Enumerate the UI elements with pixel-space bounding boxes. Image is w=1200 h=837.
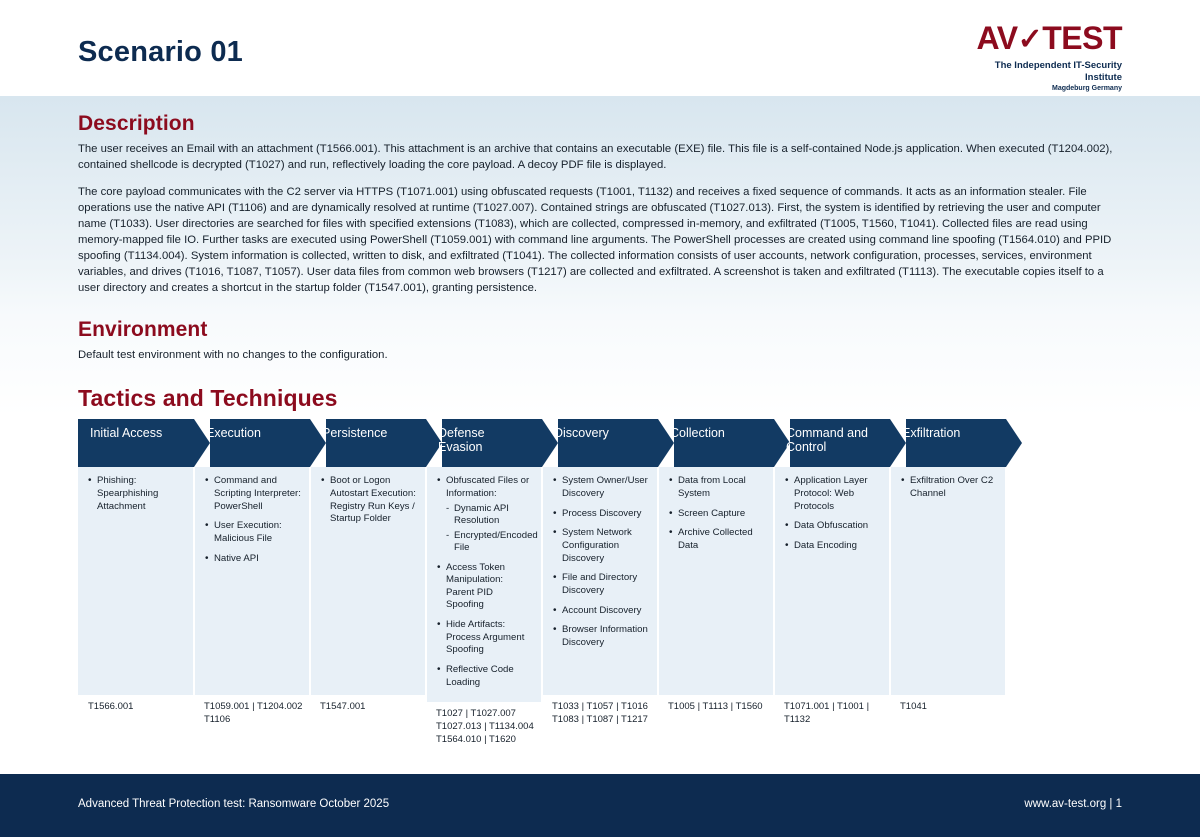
- tactic-technique-list: [542, 467, 658, 695]
- technique-item: [785, 475, 881, 513]
- avtest-logo: [972, 22, 1122, 92]
- environment-section: [78, 318, 1122, 363]
- technique-label: User Execution: Malicious File: [214, 520, 282, 544]
- tactics-section: [78, 385, 1122, 753]
- technique-item: [785, 540, 881, 553]
- technique-label: Native API: [214, 552, 259, 564]
- technique-label: Data Obfuscation: [794, 520, 869, 532]
- page-header: [0, 0, 1200, 96]
- technique-ids: T1005 | T1113 | T1560: [658, 695, 774, 743]
- logo-location: Magdeburg Germany: [1051, 84, 1122, 92]
- technique-ids: T1041: [890, 695, 1006, 743]
- page-footer: [0, 774, 1200, 837]
- technique-item: [553, 527, 649, 565]
- document-content: [78, 112, 1122, 753]
- technique-label: System Network Configuration Discovery: [562, 527, 632, 564]
- tactic-column-header: [542, 419, 658, 467]
- tactic-technique-list: [774, 467, 890, 695]
- tactic-column: [78, 419, 194, 753]
- technique-item: [553, 624, 649, 649]
- tactic-column-title: Persistence: [322, 426, 388, 441]
- technique-ids: T1033 | T1057 | T1016 T1083 | T1087 | T1217: [542, 695, 658, 743]
- technique-ids: T1071.001 | T1001 | T1132: [774, 695, 890, 743]
- tactic-technique-list: [78, 467, 194, 695]
- technique-label: Phishing: Spearphishing Attachment: [97, 475, 159, 512]
- technique-item: [553, 508, 649, 521]
- logo-wordmark: [972, 22, 1122, 55]
- logo-test: TEST: [1042, 20, 1122, 56]
- footer-test-name: Advanced Threat Protection test: Ransomware October 2025: [78, 798, 390, 810]
- tactic-column: [774, 419, 890, 753]
- technique-label: System Owner/User Discovery: [562, 475, 648, 499]
- tactic-column-header: [774, 419, 890, 467]
- description-paragraph-1: The user receives an Email with an attachment (T1566.001). This attachment is an archive that contains an executable (EXE) file. This file is a self-contained Node.js application. When executed (T1204.002), contained shellcode is decrypted (T1027) and run, reflectively loading the core payload. A decoy PDF file is displayed.: [78, 143, 1113, 172]
- environment-heading: Environment: [78, 318, 208, 342]
- check-icon: ✓: [1017, 23, 1043, 56]
- tactic-technique-list: [310, 467, 426, 695]
- tactic-technique-list: [658, 467, 774, 695]
- technique-label: Process Discovery: [562, 507, 642, 519]
- technique-item: [785, 520, 881, 533]
- tactic-column-title: Initial Access: [90, 426, 163, 441]
- tactic-column-header: [658, 419, 774, 467]
- tactic-column-title: Defense Evasion: [438, 426, 485, 455]
- technique-item: [205, 553, 301, 566]
- technique-label: File and Directory Discovery: [562, 572, 638, 596]
- technique-item: [669, 508, 765, 521]
- technique-item: [553, 572, 649, 597]
- technique-subitem: - Encrypted/Encoded File: [446, 530, 533, 555]
- description-paragraph-2: The core payload communicates with the C2 server via HTTPS (T1071.001) using obfuscated requests (T1001, T1132) and receives a fixed sequence of commands. It acts as an information stealer. File operations use the native API (T1106) and are dynamically resolved at runtime (T1027.007). Contained strings are obfuscated (T1027.013). First, the system is identified by retrieving the user and computer name (T1033). User directories are searched for files with specified extensions (T1083), which are collected, compressed in-memory, and exfiltrated (T1005, T1560, T1041). Collected files are read using memory-mapped file IO. Further tasks are executed using PowerShell (T1059.001) with command line arguments. The PowerShell processes are created using command line spoofing (T1564.010) and PPID spoofing (T1134.004). System information is collected, written to disk, and exfiltrated (T1041). The collected information consists of user accounts, network configuration, processes, services, environment variables, and drives (T1016, T1087, T1057). User data files from common web browsers (T1217) are collected and exfiltrated. A screenshot is taken and exfiltrated (T1113). The executable copies itself to a user directory and creates a shortcut in the startup folder (T1547.001), granting persistence.: [78, 186, 1112, 295]
- environment-text: Default test environment with no changes to the configuration.: [78, 349, 388, 362]
- tactic-column: [658, 419, 774, 753]
- tactic-column-title: Exfiltration: [902, 426, 961, 441]
- technique-label: Application Layer Protocol: Web Protocols: [794, 475, 868, 512]
- tactic-technique-list: [890, 467, 1006, 695]
- technique-item: [669, 527, 765, 552]
- tactic-column-header: [194, 419, 310, 467]
- technique-label: Exfiltration Over C2 Channel: [910, 475, 994, 499]
- technique-item: [437, 619, 533, 657]
- technique-ids: T1547.001: [310, 695, 426, 743]
- technique-label: Command and Scripting Interpreter: PowerShell: [214, 475, 301, 512]
- technique-item: [553, 475, 649, 500]
- technique-item: [437, 475, 538, 554]
- tactic-column: [310, 419, 426, 753]
- technique-label: Obfuscated Files or Information:: [446, 475, 530, 499]
- technique-label: Reflective Code Loading: [446, 664, 514, 688]
- technique-label: Archive Collected Data: [678, 527, 753, 551]
- tactic-column-header: [310, 419, 426, 467]
- tactic-column-header: [426, 419, 542, 467]
- technique-item: [88, 475, 185, 513]
- technique-item: [553, 605, 649, 618]
- technique-ids: T1027 | T1027.007 T1027.013 | T1134.004 T1564.010 | T1620: [426, 702, 542, 752]
- description-heading: Description: [78, 112, 195, 135]
- page-title: Scenario 01: [78, 36, 244, 68]
- technique-label: Browser Information Discovery: [562, 624, 648, 648]
- tactic-technique-list: [194, 467, 310, 695]
- logo-av: AV: [976, 20, 1018, 56]
- technique-label: Data from Local System: [678, 475, 746, 499]
- technique-label: Hide Artifacts: Process Argument Spoofing: [446, 619, 525, 656]
- tactic-column-title: Execution: [206, 426, 261, 441]
- technique-ids: T1566.001: [78, 695, 194, 743]
- tactic-column-header: [78, 419, 194, 467]
- tactic-column-header: [890, 419, 1006, 467]
- technique-item: [901, 475, 997, 500]
- technique-item: [321, 475, 417, 526]
- tactic-column-title: Command and Control: [786, 426, 868, 455]
- technique-subitem: - Dynamic API Resolution: [446, 503, 533, 528]
- technique-item: [205, 475, 301, 513]
- tactic-column: [426, 419, 542, 753]
- tactic-column: [542, 419, 658, 753]
- tactic-column: [890, 419, 1006, 753]
- tactic-column-title: Collection: [670, 426, 725, 441]
- technique-item: [437, 562, 533, 613]
- technique-label: Boot or Logon Autostart Execution: Registry Run Keys / Startup Folder: [330, 475, 416, 525]
- technique-item: [437, 664, 533, 689]
- tactic-column-title: Discovery: [554, 426, 609, 441]
- technique-label: Data Encoding: [794, 539, 857, 551]
- tactic-technique-list: [426, 467, 542, 702]
- technique-label: Account Discovery: [562, 604, 642, 616]
- technique-item: [205, 520, 301, 545]
- tactics-heading: Tactics and Techniques: [78, 385, 338, 412]
- technique-item: [669, 475, 765, 500]
- footer-url-page: www.av-test.org | 1: [1024, 798, 1122, 810]
- tactic-column: [194, 419, 310, 753]
- logo-tagline: The Independent IT-Security Institute: [994, 60, 1122, 83]
- technique-ids: T1059.001 | T1204.002 T1106: [194, 695, 310, 743]
- technique-label: Access Token Manipulation: Parent PID Spoofing: [446, 561, 506, 611]
- technique-label: Screen Capture: [678, 507, 746, 519]
- tactics-matrix: [78, 419, 1122, 753]
